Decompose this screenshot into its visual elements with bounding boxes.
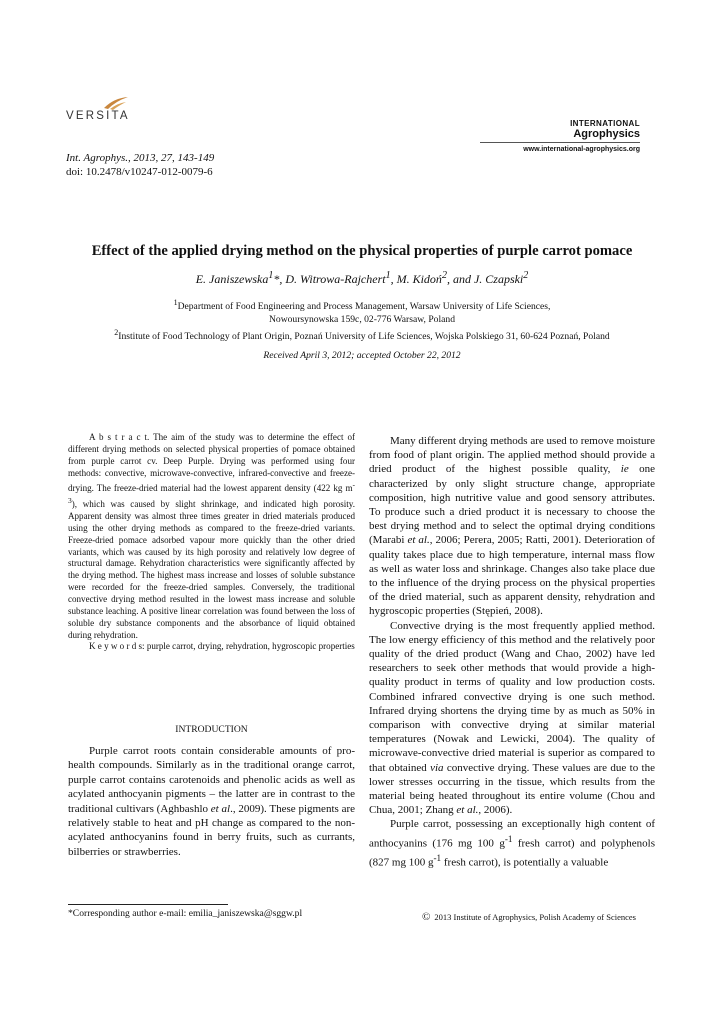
journal-url[interactable]: www.international-agrophysics.org xyxy=(523,146,640,153)
affiliation-text: Department of Food Engineering and Process Management, Warsaw University of Life Sciences, xyxy=(177,301,551,313)
section-heading-introduction: INTRODUCTION xyxy=(175,724,248,735)
citation-block xyxy=(66,151,214,179)
corresponding-mark: * xyxy=(273,272,280,286)
corresponding-author-footnote: *Corresponding author e-mail: emilia_janiszewska@sggw.pl xyxy=(68,908,303,919)
text-run: fresh carrot), is potentially a valuable xyxy=(441,856,609,869)
text-italic: ie xyxy=(620,463,629,476)
text-italic: et al. xyxy=(456,804,479,817)
body-column-2 xyxy=(369,434,655,869)
text-run: fresh carrot) and polyphenols (827 mg 100 g xyxy=(369,837,655,869)
abstract-text-2: ), which was caused by slight shrinkage, and indicated high porosity. Apparent density was almost three times greater in dried materials produced using the other drying methods as compared to the freeze-dried variants. Freeze-dried pomace adsorbed vapour more quickly than the other dried variants, which was caused by its high porosity and relatively low degree of structural damage. Rehydration characteristics were significantly affected by the drying method. The highest mass increase and losses of soluble substance were recorded for the freeze-dried samples. Conversely, the traditional convective drying method resulted in the lowest mass increase and soluble substance leaching. A positive linear correlation was found between the loss of soluble dry substance components and the absorbance of liquid obtained during rehydration. xyxy=(68,499,355,640)
text-run: Many different drying methods are used to remove moisture from food of plant origin. The applied method should provide a dried product of the highest possible quality, xyxy=(369,435,655,476)
journal-name: Agrophysics xyxy=(573,128,640,140)
author-sup: 1 xyxy=(268,270,274,281)
author-list: E. Janiszewska$^1$*, D. Witrowa-Rajchert$^1$, M. Kidoń$^2$, and J. Czapski$^2$ xyxy=(195,270,529,286)
text-italic: via xyxy=(430,761,444,774)
density-unit-sup: -3 xyxy=(68,480,355,506)
author-name: M. Kidoń xyxy=(396,272,442,286)
affiliation-sup: 2 xyxy=(114,328,119,338)
versita-logo-text: VERSITA xyxy=(66,110,130,122)
text-run: convective drying. These values are due to the lower stresses occurring in the tissue, which results from the material being heated throughout its entire volume (Chou and Chua, 2001; Zhang xyxy=(369,761,655,817)
unit-sup: -1 xyxy=(504,833,513,844)
author-name: D. Witrowa-Rajchert xyxy=(285,272,386,286)
abstract-paragraph xyxy=(68,432,355,641)
text-run: , 2006; Perera, 2005; Ratti, 2001). Deterioration of quality takes place due to high temperature, internal mass flow as well as water loss and shrinkage. Changes also take place due to the influence of the drying process on the physical properties of the dried material, such as apparent density, rehydration and hygroscopic properties (Stępień, 2008). xyxy=(369,534,656,618)
copyright-text: 2013 Institute of Agrophysics, Polish Academy of Sciences xyxy=(434,912,636,922)
footnote-rule xyxy=(68,904,228,905)
abstract-label: A b s t r a c t. xyxy=(89,432,150,442)
doi[interactable]: doi: 10.2478/v10247-012-0079-6 xyxy=(66,166,213,178)
text-run: ., 2009). These pigments are relatively stable to heat and pH change as compared to the non-acylated anthocyanins found in berry fruits, such as currants, bilberries or strawberries. xyxy=(68,802,355,858)
introduction-column-1 xyxy=(68,744,355,859)
body-paragraph xyxy=(369,817,655,869)
paper-title: Effect of the applied drying method on the physical properties of purple carrot pomace xyxy=(91,243,633,259)
body-paragraph xyxy=(369,619,655,818)
affiliation-text: Institute of Food Technology of Plant Origin, Poznań University of Life Sciences, Wojska Polskiego 31, 60-624 Poznań, Poland xyxy=(118,331,610,343)
copyright xyxy=(422,911,636,923)
abstract xyxy=(68,432,355,653)
received-dates: Received April 3, 2012; accepted October 22, 2012 xyxy=(263,350,461,361)
author-sup: 2 xyxy=(523,270,529,281)
journal-rule xyxy=(480,142,640,143)
affiliation-1-line2: Nowoursynowska 159c, 02-776 Warsaw, Poland xyxy=(268,314,455,326)
text-run: Purple carrot, possessing an exceptionally high content of anthocyanins (176 mg 100 g xyxy=(369,818,655,850)
copyright-icon: © xyxy=(422,911,431,923)
text-run: Convective drying is the most frequently applied method. The low energy efficiency of this method and the relatively poor quality of the dried product (Wang and Chao, 2002) have led researchers to seek other methods that would provide a high-quality product in terms of quality and low production costs. Combined infrared convective drying is one such method. Infrared drying shortens the drying time by as much as 50% in comparison with convective drying at similar material temperatures (Nowak and Lewicki, 2004). The quality of microwave-convective dried material is superior as compared to that obtained xyxy=(369,619,655,774)
body-paragraph xyxy=(369,434,655,619)
text-italic: et al xyxy=(210,802,231,815)
keywords-text: purple carrot, drying, rehydration, hygroscopic properties xyxy=(146,641,355,652)
affiliation-sup: 1 xyxy=(173,298,178,307)
citation: Int. Agrophys., 2013, 27, 143-149 xyxy=(66,152,215,164)
author-sup: 2 xyxy=(441,270,447,281)
author-name: J. Czapski xyxy=(473,272,524,286)
affiliations xyxy=(0,296,724,343)
journal-brand xyxy=(480,119,640,153)
keywords-label: K e y w o r d s: xyxy=(89,641,145,652)
text-run: , 2006). xyxy=(478,804,513,817)
author-name: E. Janiszewska xyxy=(195,272,269,286)
author-sup: 1 xyxy=(385,270,391,281)
keywords xyxy=(68,641,355,653)
text-italic: et al. xyxy=(407,534,430,547)
text-run: Purple carrot roots contain considerable amounts of pro-health compounds. Similarly as in the traditional orange carrot, purple carrot contains carotenoids and phenolic acids as well as acylated anthocyanin pigments – the latter are in contrast to the traditional cultivars (Aghbashlo xyxy=(68,745,355,815)
unit-sup: -1 xyxy=(433,852,442,863)
body-paragraph xyxy=(68,744,355,859)
journal-intl: INTERNATIONAL xyxy=(570,119,640,128)
affiliation-2 xyxy=(0,326,724,343)
abstract-text: The aim of the study was to determine the effect of different drying methods on selected physical properties of pomace obtained from purple carrot cv. Deep Purple. Drying was performed using four methods: convective, microwave-convective, infrared-convective and freeze-drying. The freeze-dried material had the lowest apparent density (422 kg m xyxy=(68,432,355,494)
text-run: one characterized by only slight structure change, appropriate composition, high nutritive value and good sensory attributes. To produce such a dried product it is necessary to choose the best drying method and to select the optimal drying conditions (Marabi xyxy=(369,463,655,547)
affiliation-1-line1 xyxy=(0,296,724,313)
